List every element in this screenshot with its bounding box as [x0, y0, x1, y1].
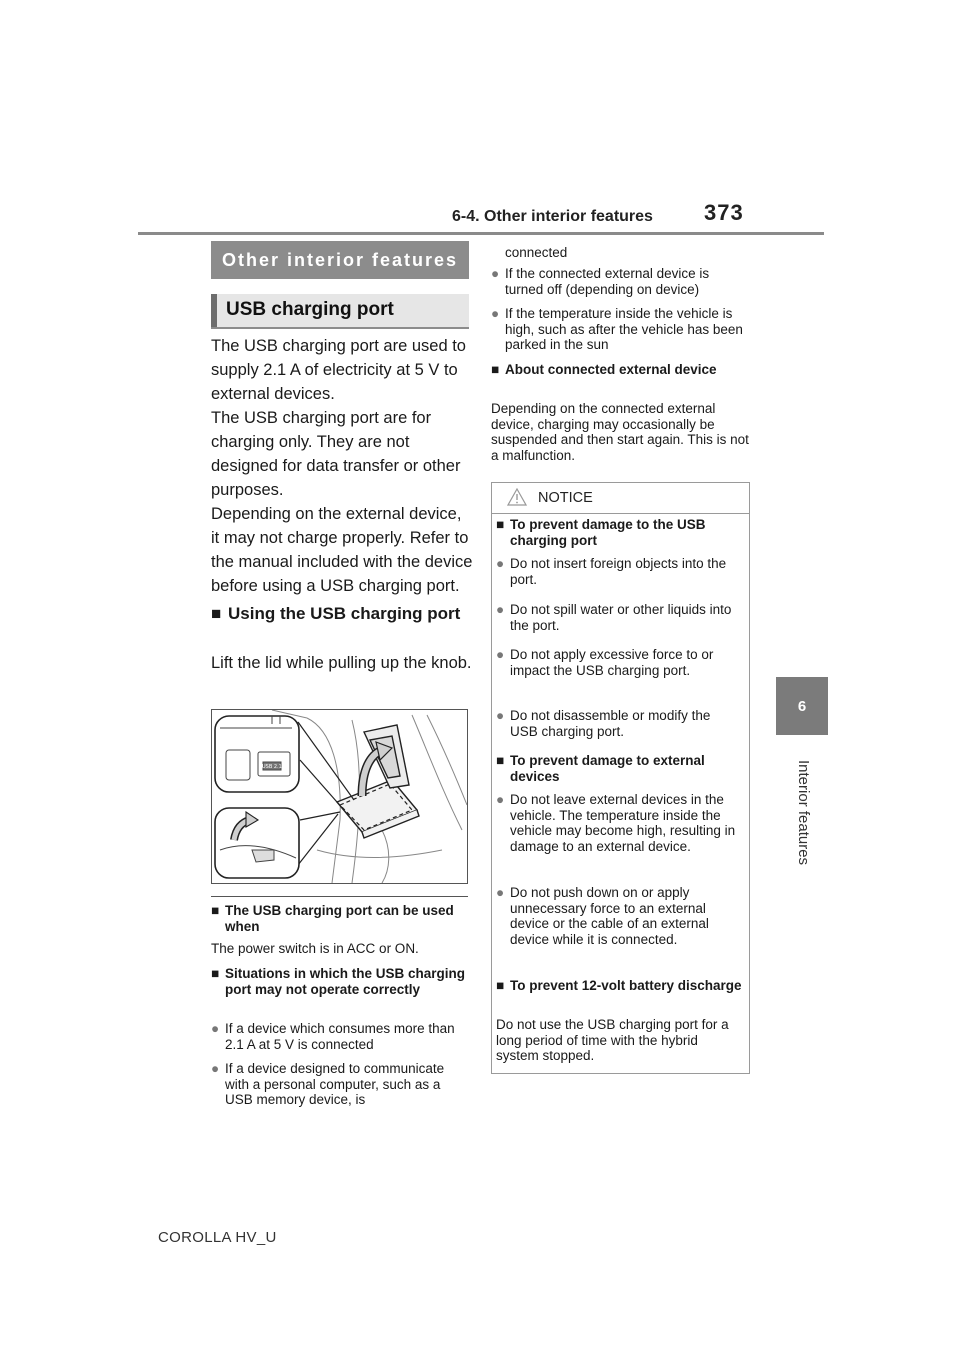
warning-icon [507, 488, 527, 506]
bullet-icon: ● [491, 306, 500, 321]
notice-header [491, 482, 750, 514]
list-item-text: Do not apply excessive force to or impact the USB charging port. [510, 647, 714, 678]
continued-text: connected [505, 245, 568, 260]
notice-heading [496, 517, 746, 551]
list-item [491, 266, 753, 300]
list-item-text: If a device which consumes more than 2.1 A at 5 V is connected [225, 1021, 455, 1052]
chapter-tab[interactable]: 6 [776, 677, 828, 735]
list-item [211, 1061, 473, 1111]
notice-text: Do not use the USB charging port for a long period of time with the hybrid system stopped. [496, 1017, 729, 1063]
bullet-icon: ● [496, 885, 505, 900]
list-item [491, 306, 753, 356]
usb-port-label: USB 2.1A [262, 764, 286, 770]
section-banner [211, 241, 469, 279]
usb-port-illustration [211, 709, 468, 884]
situations-heading [211, 966, 473, 1016]
bullet-icon: ● [496, 556, 505, 571]
square-marker: ■ [211, 903, 220, 918]
subsection-title: USB charging port [226, 299, 394, 320]
using-instruction: Lift the lid while pulling up the knob. [211, 654, 472, 672]
list-item-text: If the connected external device is turned off (depending on device) [505, 266, 710, 297]
notice-heading-text: To prevent damage to external devices [510, 753, 705, 784]
list-item [496, 708, 746, 742]
list-item-text: Do not push down on or apply unnecessary force to an external device or the cable of an external device while it is connected. [510, 885, 709, 947]
list-item [496, 556, 746, 590]
about-heading [491, 362, 753, 394]
notice-heading-text: To prevent 12-volt battery discharge [510, 978, 742, 993]
bullet-icon: ● [496, 708, 505, 723]
list-item-text: If a device designed to communicate with a personal computer, such as a USB memory device, is [225, 1061, 445, 1107]
bullet-icon: ● [211, 1061, 220, 1076]
list-item-text: Do not disassemble or modify the USB charging port. [510, 708, 711, 739]
square-marker: ■ [496, 517, 505, 532]
console-drawing [212, 710, 467, 883]
list-item-text: If the temperature inside the vehicle is high, such as after the vehicle has been parked in the sun [505, 306, 743, 352]
can-be-used-heading [211, 903, 473, 935]
list-item-text: Do not spill water or other liquids into the port. [510, 602, 732, 633]
section-header: 6-4. Other interior features [452, 208, 653, 225]
square-marker: ■ [491, 362, 500, 377]
square-marker: ■ [496, 978, 505, 993]
list-item [496, 647, 746, 697]
about-heading-text: About connected external device [505, 362, 717, 377]
figure-rule [211, 896, 468, 897]
notice-heading [496, 753, 746, 787]
page-number: 373 [704, 200, 744, 225]
bullet-icon: ● [496, 792, 505, 807]
square-marker: ■ [496, 753, 505, 768]
square-marker: ■ [211, 966, 220, 981]
section-banner-title: Other interior features [222, 250, 459, 270]
list-item [496, 602, 746, 636]
header-rule [138, 232, 824, 235]
using-heading-text: Using the USB charging port [228, 604, 461, 623]
square-marker: ■ [211, 604, 222, 623]
list-item [496, 885, 746, 965]
bullet-icon: ● [491, 266, 500, 281]
intro-paragraph: The USB charging port are for charging only. They are not designed for data transfer or other purposes. [211, 409, 461, 499]
notice-heading-text: To prevent damage to the USB charging port [510, 517, 706, 548]
subsection-underline [211, 327, 469, 329]
list-item-text: Do not insert foreign objects into the port. [510, 556, 727, 587]
bullet-icon: ● [496, 647, 505, 662]
can-be-used-text: The power switch is in ACC or ON. [211, 941, 419, 956]
list-item [496, 792, 746, 872]
footer-model: COROLLA HV_U [158, 1229, 277, 1246]
intro-text [211, 334, 473, 598]
notice-title: NOTICE [538, 490, 593, 506]
situations-heading-text: Situations in which the USB charging port may not operate correctly [225, 966, 466, 997]
intro-paragraph: Depending on the external device, it may not charge properly. Refer to the manual included with the device before using a USB charging port. [211, 505, 473, 595]
notice-heading [496, 978, 746, 1012]
bullet-icon: ● [496, 602, 505, 617]
can-be-used-heading-text: The USB charging port can be used when [225, 903, 454, 934]
bullet-icon: ● [211, 1021, 220, 1036]
subsection-banner [211, 294, 469, 328]
list-item-text: Do not leave external devices in the vehicle. The temperature inside the vehicle may become high, resulting in damage to an external device. [510, 792, 736, 854]
chapter-label: Interior features [795, 760, 812, 866]
about-text: Depending on the connected external device, charging may occasionally be suspended and then start again. This is not a malfunction. [491, 401, 749, 463]
list-item [211, 1021, 473, 1055]
intro-paragraph: The USB charging port are used to supply 2.1 A of electricity at 5 V to external devices. [211, 337, 466, 403]
